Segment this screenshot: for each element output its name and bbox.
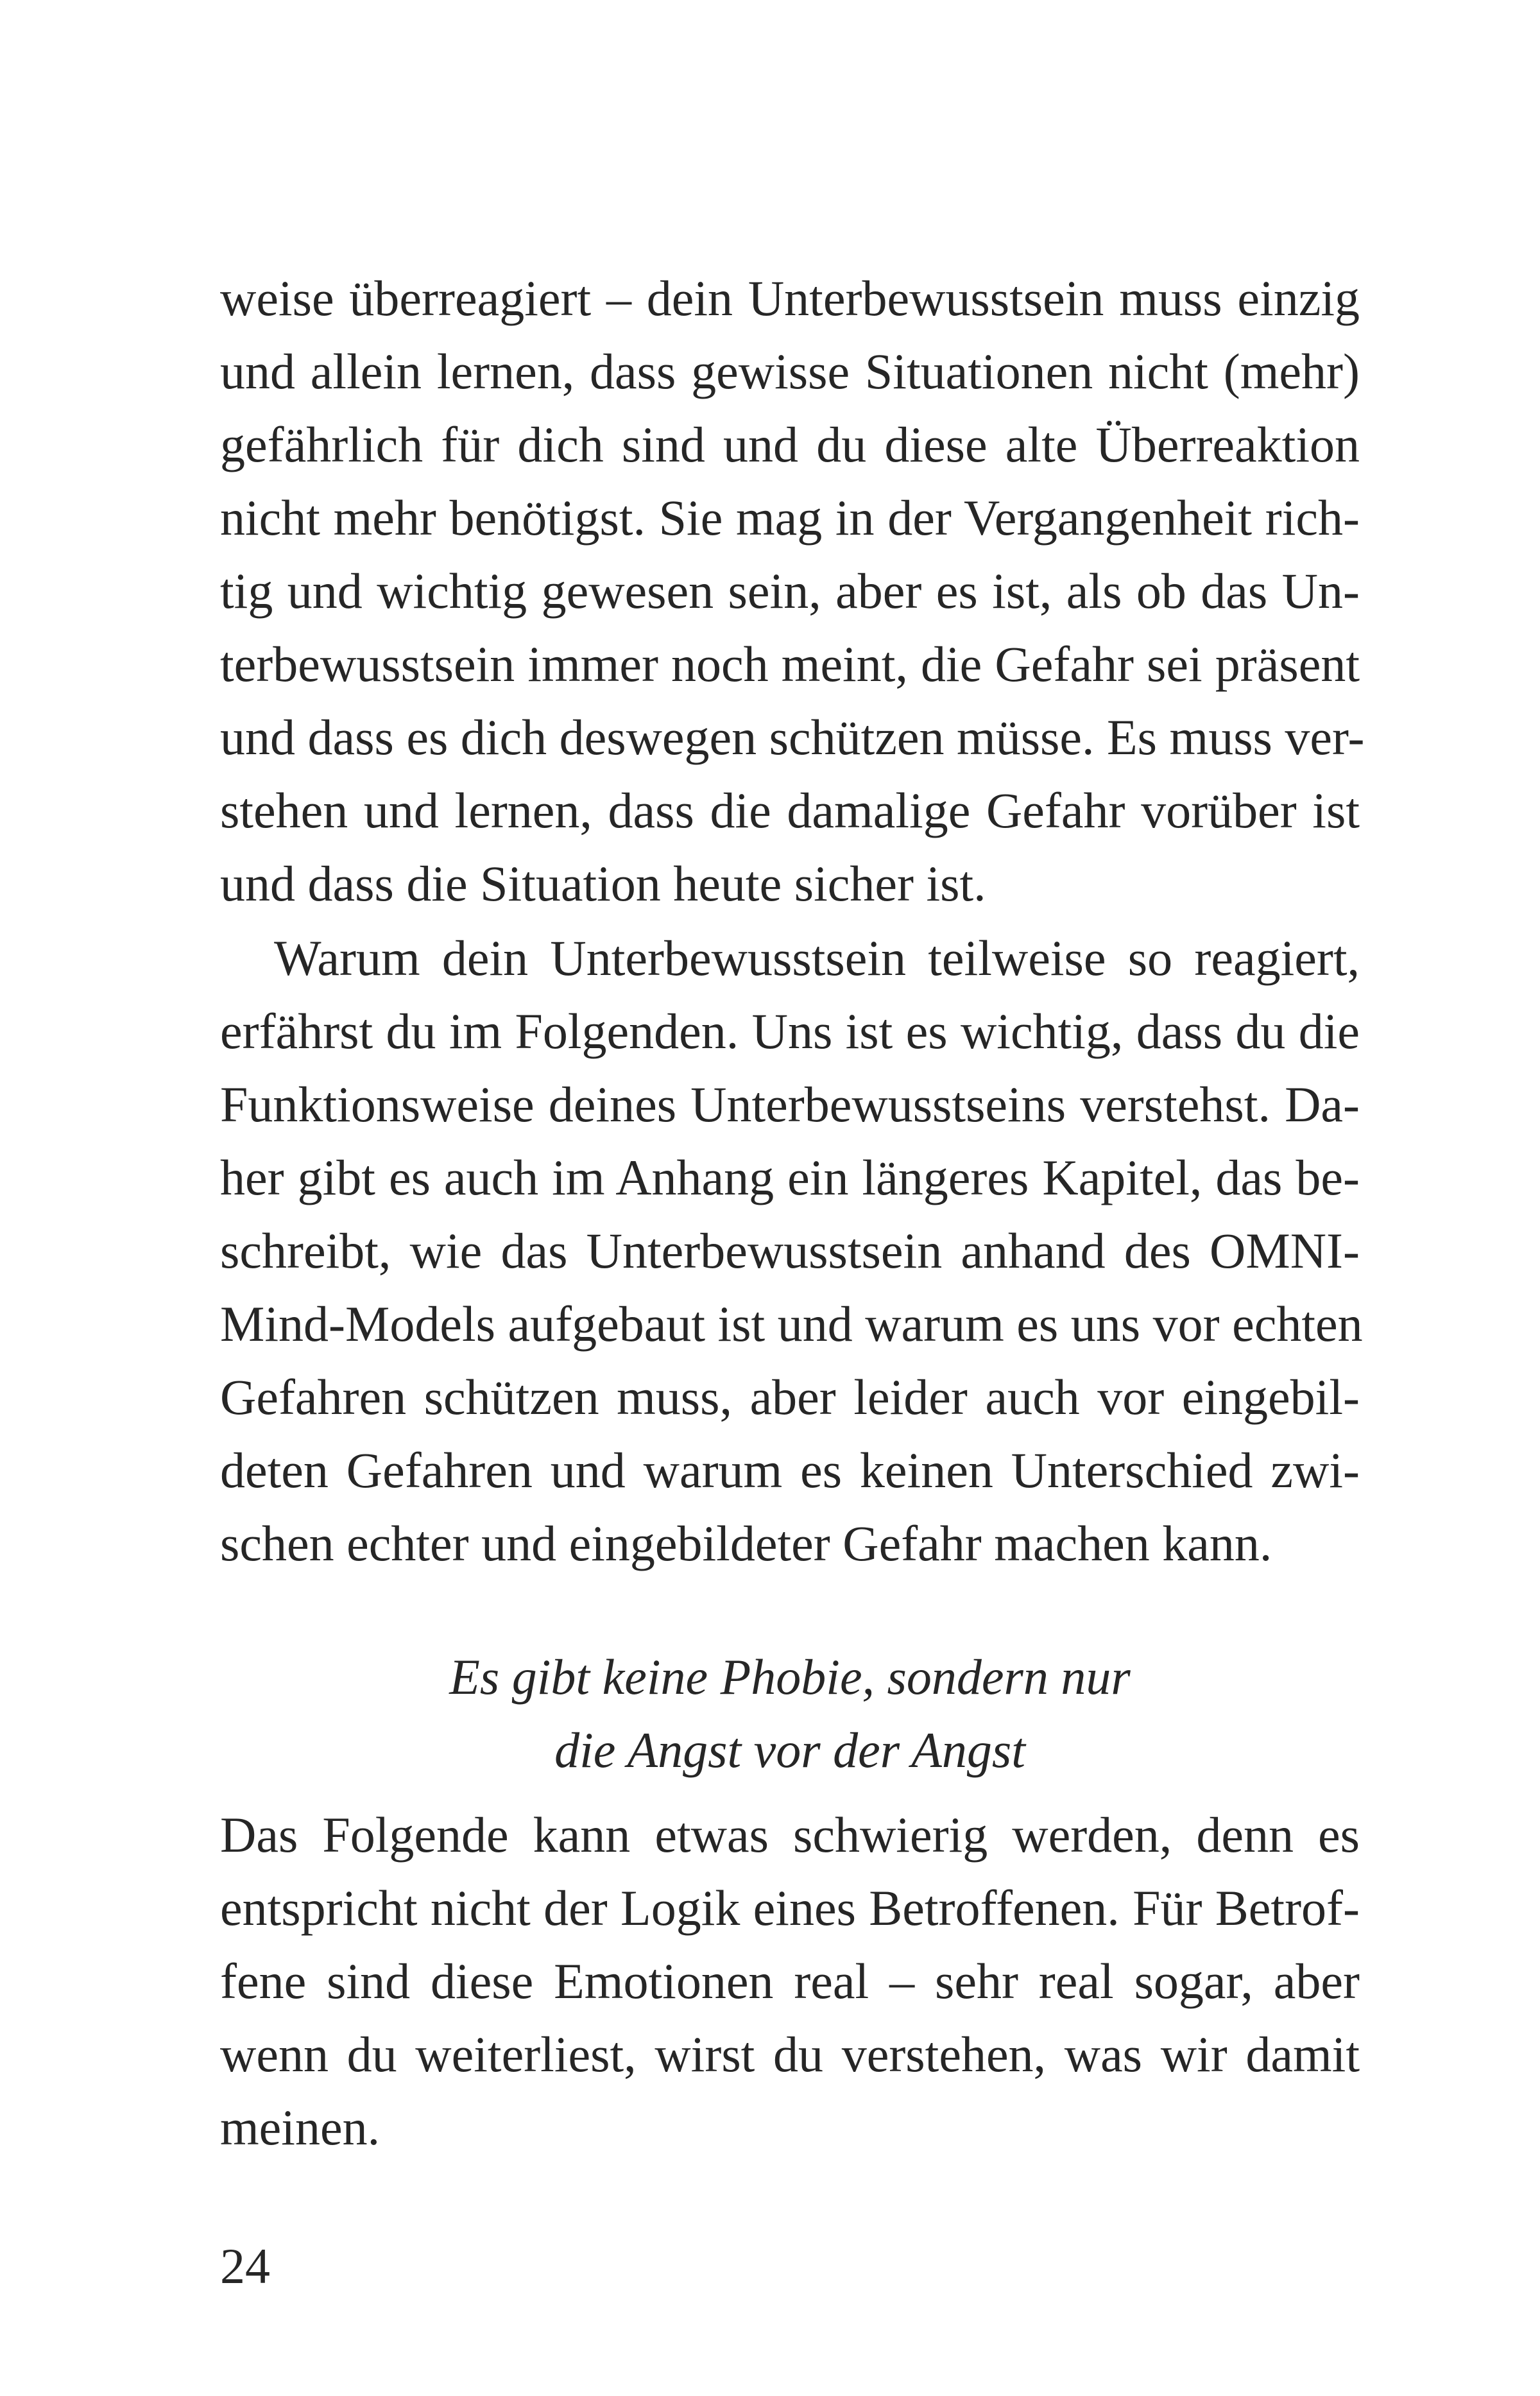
text-line: gefährlich für dich sind und du diese alte Überreaktion — [220, 417, 1360, 472]
text-line: schreibt, wie das Unterbewusstsein anhand des OMNI- — [220, 1223, 1360, 1279]
page-number: 24 — [220, 2238, 270, 2294]
text-line: nicht mehr benötigst. Sie mag in der Vergangenheit rich- — [220, 490, 1360, 546]
text-line: erfährst du im Folgenden. Uns ist es wichtig, dass du die — [220, 1003, 1360, 1059]
text-line: schen echter und eingebildeter Gefahr machen kann. — [220, 1515, 1272, 1571]
text-line: meinen. — [220, 2099, 381, 2155]
text-line: und dass es dich deswegen schützen müsse. Es muss ver- — [220, 709, 1365, 765]
text-line: und allein lernen, dass gewisse Situationen nicht (mehr) — [220, 343, 1360, 399]
heading-line-2: die Angst vor der Angst — [554, 1722, 1025, 1778]
heading-line-1: Es gibt keine Phobie, sondern nur — [449, 1649, 1131, 1705]
text-line: Mind-Models aufgebaut ist und warum es uns vor echten — [220, 1296, 1363, 1352]
section-heading — [220, 1641, 1360, 1787]
text-line: wenn du weiterliest, wirst du verstehen, was wir damit — [220, 2026, 1360, 2082]
paragraph-3 — [220, 1798, 1360, 2164]
text-line: fene sind diese Emotionen real – sehr real sogar, aber — [220, 1953, 1360, 2009]
text-line: Das Folgende kann etwas schwierig werden, denn es — [220, 1807, 1360, 1863]
text-line: terbewusstsein immer noch meint, die Gefahr sei präsent — [220, 636, 1360, 692]
paragraph-1 — [220, 262, 1365, 920]
text-line: Funktionsweise deines Unterbewusstseins verstehst. Da- — [220, 1076, 1360, 1132]
text-line: Gefahren schützen muss, aber leider auch vor eingebil- — [220, 1369, 1360, 1425]
text-line: deten Gefahren und warum es keinen Unterschied zwi- — [220, 1442, 1360, 1498]
text-line: tig und wichtig gewesen sein, aber es ist, als ob das Un- — [220, 563, 1360, 619]
text-line: weise überreagiert – dein Unterbewusstsein muss einzig — [220, 270, 1360, 326]
text-line: entspricht nicht der Logik eines Betroffenen. Für Betrof- — [220, 1880, 1360, 1936]
text-line: stehen und lernen, dass die damalige Gefahr vorüber ist — [220, 782, 1360, 838]
text-line: Warum dein Unterbewusstsein teilweise so reagiert, — [274, 930, 1360, 986]
paragraph-2 — [220, 922, 1363, 1580]
text-line: und dass die Situation heute sicher ist. — [220, 856, 986, 911]
text-line: her gibt es auch im Anhang ein längeres Kapitel, das be- — [220, 1150, 1360, 1205]
